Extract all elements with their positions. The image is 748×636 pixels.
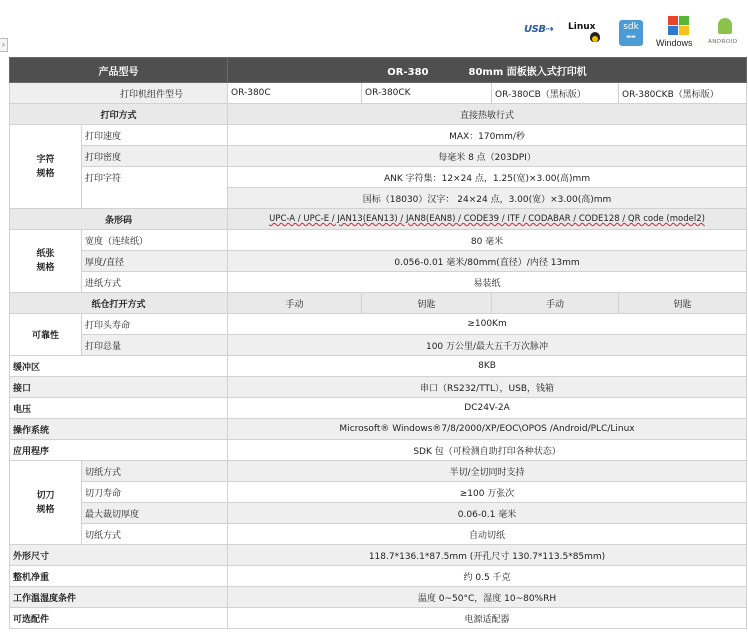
print-speed-row (10, 125, 747, 146)
print-method-value: 直接热敏行式 (228, 104, 747, 125)
print-speed-label: 打印速度 (82, 125, 228, 146)
head-life-row (10, 314, 747, 335)
app-value: SDK 包（可检测自助打印各种状态） (228, 440, 747, 461)
side-expand-arrow[interactable]: › (0, 38, 8, 52)
accessories-value: 电源适配器 (228, 608, 747, 629)
app-label: 应用程序 (10, 440, 228, 461)
cutter-life-row (10, 482, 747, 503)
platform-logos (522, 16, 744, 50)
android-icon (708, 16, 742, 50)
dimensions-row (10, 545, 747, 566)
paper-width-label: 宽度（连续纸） (82, 230, 228, 251)
components-row (10, 83, 747, 104)
spec-table (9, 57, 747, 629)
dimensions-label: 外形尺寸 (10, 545, 228, 566)
voltage-label: 电压 (10, 398, 228, 419)
print-total-value: 100 万公里/最大五千万次脉冲 (228, 335, 747, 356)
print-speed-value: MAX：170mm/秒 (228, 125, 747, 146)
os-value: Microsoft® Windows®7/8/2000/XP/EOC\OPOS /Android/PLC/Linux (228, 419, 747, 440)
header-row (10, 58, 747, 83)
environment-value: 温度 0~50°C，湿度 10~80%RH (228, 587, 747, 608)
cover-open-value: 钥匙 (619, 293, 747, 314)
cutter-life-value: ≥100 万张次 (228, 482, 747, 503)
windows-logo-text: Windows (656, 38, 693, 48)
print-density-row (10, 146, 747, 167)
buffer-row (10, 356, 747, 377)
paper-width-value: 80 毫米 (228, 230, 747, 251)
barcode-value (228, 209, 747, 230)
cut-mode-value: 半切/全切同时支持 (228, 461, 747, 482)
buffer-value: 8KB (228, 356, 747, 377)
paper-feed-value: 易装纸 (228, 272, 747, 293)
usb-icon: USB⇢ (524, 24, 554, 35)
component-model: OR-380CB（黑标版） (492, 83, 619, 104)
print-total-row (10, 335, 747, 356)
barcode-row (10, 209, 747, 230)
head-life-label: 打印头寿命 (82, 314, 228, 335)
linux-icon (568, 22, 595, 32)
max-cut-label: 最大裁切厚度 (82, 503, 228, 524)
barcode-value-text: UPC-A / UPC-E / JAN13(EAN13) / JAN8(EAN8) / CODE39 / ITF / CODABAR / CODE128 / QR code (model2) (269, 214, 705, 224)
paper-width-row (10, 230, 747, 251)
cut-method-row (10, 524, 747, 545)
paper-thickness-row (10, 251, 747, 272)
head-life-value: ≥100Km (228, 314, 747, 335)
environment-row (10, 587, 747, 608)
print-chars-value-ank: ANK 字符集：12×24 点，1.25(宽)×3.00(高)mm (228, 167, 747, 188)
buffer-label: 缓冲区 (10, 356, 228, 377)
interface-value: 串口（RS232/TTL），USB，钱箱 (228, 377, 747, 398)
environment-label: 工作温湿度条件 (10, 587, 228, 608)
char-spec-category: 字符 规格 (10, 125, 82, 209)
cover-open-value: 手动 (492, 293, 619, 314)
cut-method-value: 自动切纸 (228, 524, 747, 545)
print-chars-row (10, 167, 747, 188)
accessories-label: 可选配件 (10, 608, 228, 629)
print-chars-value-gb: 国标（18030）汉字： 24×24 点，3.00(宽）×3.00(高)mm (228, 188, 747, 209)
components-label: 打印机组件型号 (10, 83, 228, 104)
max-cut-value: 0.06-0.1 毫米 (228, 503, 747, 524)
weight-label: 整机净重 (10, 566, 228, 587)
app-row (10, 440, 747, 461)
paper-spec-category: 纸张 规格 (10, 230, 82, 293)
print-density-value: 每毫米 8 点（203DPI） (228, 146, 747, 167)
barcode-label: 条形码 (10, 209, 228, 230)
voltage-value: DC24V-2A (228, 398, 747, 419)
product-title (228, 58, 747, 83)
product-name: 80mm 面板嵌入式打印机 (468, 66, 587, 78)
product-label: 产品型号 (10, 58, 228, 83)
print-method-label: 打印方式 (10, 104, 228, 125)
reliability-category: 可靠性 (10, 314, 82, 356)
voltage-row (10, 398, 747, 419)
os-label: 操作系统 (10, 419, 228, 440)
product-model: OR-380 (387, 66, 429, 78)
accessories-row (10, 608, 747, 629)
max-cut-row (10, 503, 747, 524)
os-row (10, 419, 747, 440)
sdk-logo-text: sdk (623, 22, 639, 32)
paper-thickness-label: 厚度/直径 (82, 251, 228, 272)
print-total-label: 打印总量 (82, 335, 228, 356)
cutter-spec-category: 切刀 规格 (10, 461, 82, 545)
cover-open-value: 钥匙 (362, 293, 492, 314)
component-model: OR-380CK (362, 83, 492, 104)
cut-mode-row (10, 461, 747, 482)
paper-thickness-value: 0.056-0.01 毫米/80mm(直径）/内径 13mm (228, 251, 747, 272)
cover-open-label: 纸仓打开方式 (10, 293, 228, 314)
dimensions-value: 118.7*136.1*87.5mm (开孔尺寸 130.7*113.5*85mm) (228, 545, 747, 566)
cutter-life-label: 切刀寿命 (82, 482, 228, 503)
cover-open-row (10, 293, 747, 314)
print-method-row (10, 104, 747, 125)
paper-feed-label: 进纸方式 (82, 272, 228, 293)
cut-mode-label: 切纸方式 (82, 461, 228, 482)
weight-value: 约 0.5 千克 (228, 566, 747, 587)
paper-feed-row (10, 272, 747, 293)
component-model: OR-380C (228, 83, 362, 104)
usb-logo-text: USB (524, 24, 546, 35)
component-model: OR-380CKB（黑标版） (619, 83, 747, 104)
linux-logo-text: Linux (568, 22, 596, 32)
print-density-label: 打印密度 (82, 146, 228, 167)
interface-row (10, 377, 747, 398)
cover-open-value: 手动 (228, 293, 362, 314)
weight-row (10, 566, 747, 587)
windows-icon (656, 16, 700, 50)
sdk-icon: sdk ▬▬ (619, 20, 643, 46)
print-chars-label: 打印字符 (82, 167, 228, 209)
interface-label: 接口 (10, 377, 228, 398)
cut-method-label: 切纸方式 (82, 524, 228, 545)
android-logo-text: ANDROID (708, 39, 738, 45)
